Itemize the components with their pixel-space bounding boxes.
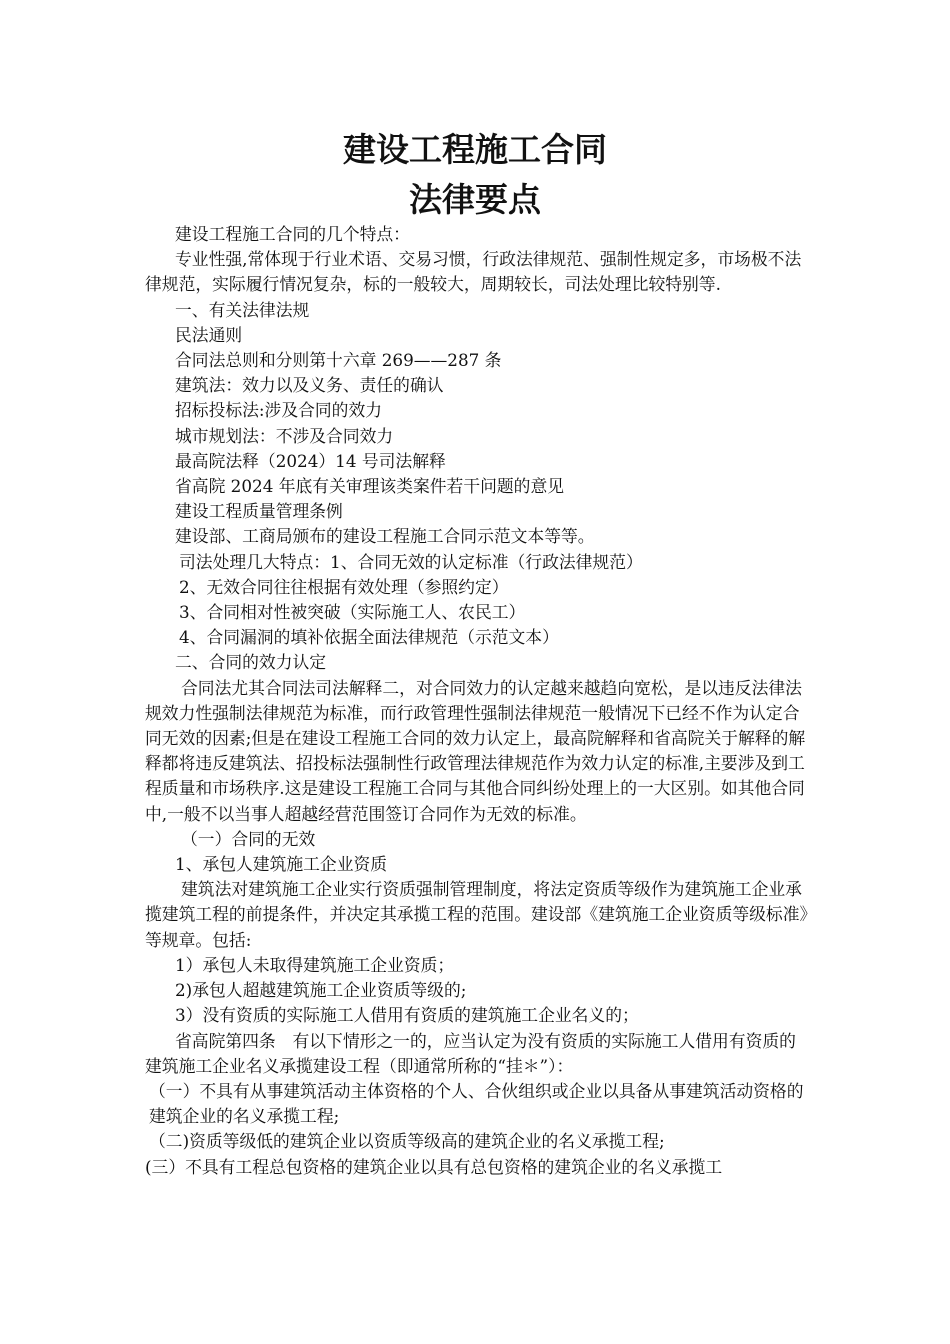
article-item: （二)资质等级低的建筑企业以资质等级高的建筑企业的名义承揽工程;: [149, 1131, 665, 1152]
article-item: (三）不具有工程总包资格的建筑企业以具有总包资格的建筑企业的名义承揽工: [145, 1156, 723, 1177]
law-item: 招标投标法:涉及合同的效力: [175, 400, 383, 421]
law-item: 省高院 2024 年底有关审理该类案件若干问题的意见: [175, 476, 565, 497]
qualification-item: 3）没有资质的实际施工人借用有资质的建筑施工企业名义的；: [175, 1005, 639, 1026]
section-heading-validity: 二、合同的效力认定: [175, 652, 327, 673]
law-item: 最高院法释（2024）14 号司法解释: [175, 450, 446, 471]
judicial-feature-item: 3、合同相对性被突破（实际施工人、农民工）: [179, 602, 526, 623]
document-title: 建设工程施工合同: [343, 130, 607, 169]
paragraph-features: 专业性强,常体现于行业术语、交易习惯，行政法律规范、强制性规定多，市场极不法律规范，实际履行情况复杂，标的一般较大，周期较长，司法处理比较特别等.: [145, 249, 802, 295]
judicial-features: 司法处理几大特点：1、合同无效的认定标准（行政法律规范）: [179, 551, 643, 572]
item-heading-qualification: 1、承包人建筑施工企业资质: [175, 854, 388, 875]
law-item: 民法通则: [175, 324, 243, 345]
article-item: （一）不具有从事建筑活动主体资格的个人、合伙组织或企业以具备从事建筑活动资格的建筑企业的名义承揽工程;: [149, 1080, 804, 1127]
paragraph-article-four: 省高院第四条 有以下情形之一的，应当认定为没有资质的实际施工人借用有资质的建筑施工企业名义承揽建设工程（即通常所称的“挂＊”）：: [145, 1030, 796, 1076]
law-item: 合同法总则和分则第十六章 269——287 条: [175, 350, 502, 371]
paragraph-intro: 建设工程施工合同的几个特点：: [175, 224, 410, 244]
law-item: 建筑法：效力以及义务、责任的确认: [175, 375, 444, 396]
judicial-feature-item: 2、无效合同往往根据有效处理（参照约定）: [179, 576, 509, 597]
paragraph-validity: 合同法尤其合同法司法解释二，对合同效力的认定越来越趋向宽松，是以违反法律法规效力性强制法律规范为标准，而行政管理性强制法律规范一般情况下已经不作为认定合同无效的因素;但是在建设工程施工合同的效力认定上，最高院解释和省高院关于解释的解释都将违反建筑法、招投标法强制性行政管理法律规范作为效力认定的标准,主要涉及到工程质量和市场秩序.这是建设工程施工合同与其他合同纠纷处理上的一大区别。如其他合同中,一般不以当事人超越经营范围签订合同作为无效的标准。: [145, 677, 806, 824]
qualification-item: 2)承包人超越建筑施工企业资质等级的;: [175, 980, 467, 1001]
judicial-feature-item: 4、合同漏洞的填补依据全面法律规范（示范文本）: [179, 627, 559, 648]
paragraph-qualification: 建筑法对建筑施工企业实行资质强制管理制度，将法定资质等级作为建筑施工企业承揽建筑工程的前提条件，并决定其承揽工程的范围。建设部《建筑施工企业资质等级标准》等规章。包括:: [145, 879, 808, 950]
document-subtitle: 法律要点: [409, 180, 541, 219]
document-body: [145, 222, 810, 1180]
qualification-item: 1）承包人未取得建筑施工企业资质；: [175, 954, 455, 975]
law-item: 建设部、工商局颁布的建设工程施工合同示范文本等等。: [175, 526, 595, 547]
law-item: 建设工程质量管理条例: [175, 501, 343, 522]
section-heading-laws: 一、有关法律法规: [175, 299, 310, 320]
subsection-heading-invalid: （一）合同的无效: [181, 828, 316, 849]
law-item: 城市规划法：不涉及合同效力: [175, 425, 394, 446]
